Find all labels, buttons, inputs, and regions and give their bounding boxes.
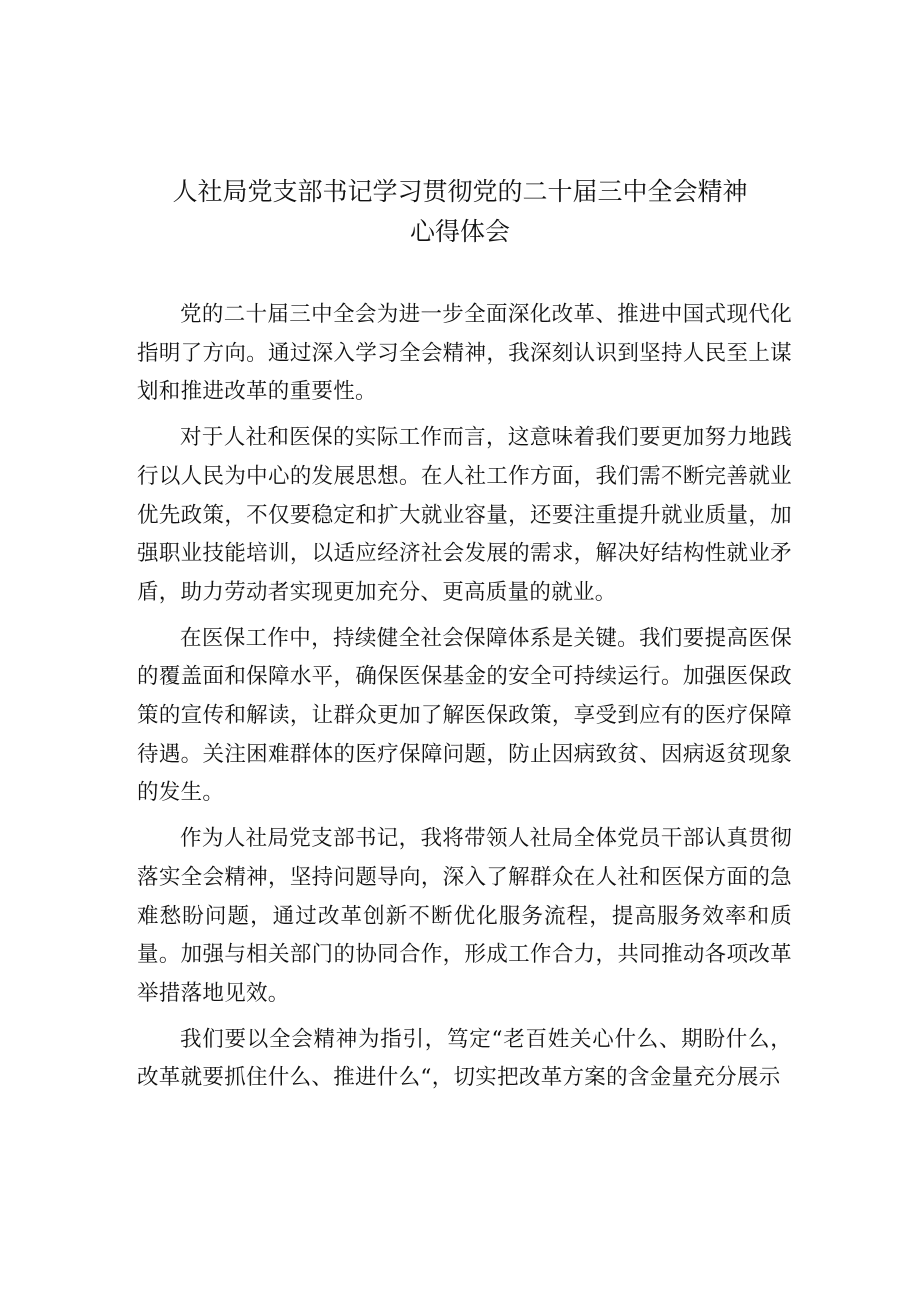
paragraph-3: 在医保工作中，持续健全社会保障体系是关键。我们要提高医保的覆盖面和保障水平，确保医保基金的安全可持续运行。加强医保政策的宣传和解读，让群众更加了解医保政策，享受到应有的医疗保障待遇。关注困难群体的医疗保障问题，防止因病致贫、因病返贫现象的发生。 xyxy=(137,625,792,806)
paragraph-5: 我们要以全会精神为指引，笃定“老百姓关心什么、期盼什么，改革就要抓住什么、推进什么“，切实把改革方案的含金量充分展示 xyxy=(137,1026,792,1091)
document-title xyxy=(0,172,920,252)
title-line-2: 心得体会 xyxy=(409,217,510,246)
paragraph-1: 党的二十届三中全会为进一步全面深化改革、推进中国式现代化指明了方向。通过深入学习全会精神，我深刻认识到坚持人民至上谋划和推进改革的重要性。 xyxy=(137,302,792,405)
title-line-1: 人社局党支部书记学习贯彻党的二十届三中全会精神 xyxy=(172,177,748,206)
paragraph-2: 对于人社和医保的实际工作而言，这意味着我们要更加努力地践行以人民为中心的发展思想。在人社工作方面，我们需不断完善就业优先政策，不仅要稳定和扩大就业容量，还要注重提升就业质量，加强职业技能培训，以适应经济社会发展的需求，解决好结构性就业矛盾，助力劳动者实现更加充分、更高质量的就业。 xyxy=(137,425,792,605)
paragraph-4: 作为人社局党支部书记，我将带领人社局全体党员干部认真贯彻落实全会精神，坚持问题导向，深入了解群众在人社和医保方面的急难愁盼问题，通过改革创新不断优化服务流程，提高服务效率和质量。加强与相关部门的协同合作，形成工作合力，共同推动各项改革举措落地见效。 xyxy=(137,826,792,1006)
document-body xyxy=(137,296,792,1105)
